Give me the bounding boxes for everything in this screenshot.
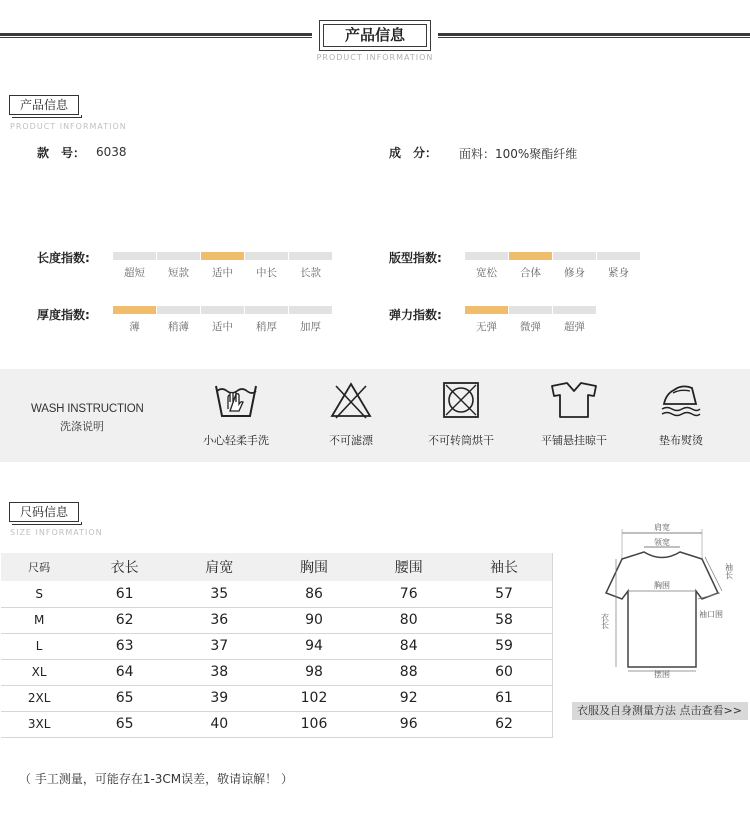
measurement-note: （ 手工测量，可能存在1-3CM误差，敬请谅解！ ） <box>19 772 293 786</box>
wash-item-label: 垫布熨烫 <box>659 434 703 447</box>
size-table-header <box>1 553 553 581</box>
fit-scale-bar <box>553 252 596 260</box>
waist-cell: 88 <box>361 659 456 685</box>
fit-index-label: 版型指数: <box>389 251 442 265</box>
chest-cell: 98 <box>267 659 362 685</box>
elasticity-scale-option <box>465 306 508 334</box>
banner-subtitle: PRODUCT INFORMATION <box>316 53 434 62</box>
composition-label: 成 分： <box>389 146 438 160</box>
product-section-subtitle: PRODUCT INFORMATION <box>10 122 127 131</box>
length-scale-bar <box>113 252 156 260</box>
header-shoulder: 肩宽 <box>172 553 267 581</box>
length-scale-option <box>201 252 244 280</box>
fit-scale-bar <box>465 252 508 260</box>
length-cell: 61 <box>77 581 172 607</box>
fit-scale-label: 修身 <box>564 267 585 279</box>
length-index-label: 长度指数: <box>37 251 90 265</box>
size-section-subtitle: SIZE INFORMATION <box>10 528 103 537</box>
table-row <box>1 711 553 737</box>
chest-cell: 106 <box>267 711 362 737</box>
length-scale-option <box>245 252 288 280</box>
diagram-length-label: 衣长 <box>600 613 610 629</box>
thickness-scale-bar <box>113 306 156 314</box>
wash-item-hand-wash <box>186 380 286 448</box>
length-index-scale <box>113 252 332 280</box>
wash-item-iron <box>631 380 731 448</box>
wash-item-no-bleach <box>301 380 401 448</box>
elasticity-scale-bar <box>509 306 552 314</box>
length-cell: 62 <box>77 607 172 633</box>
sleeve-cell: 58 <box>456 607 552 633</box>
product-section-title: 产品信息 <box>9 95 79 115</box>
elasticity-scale-label: 超弹 <box>564 321 585 333</box>
sleeve-cell: 60 <box>456 659 552 685</box>
sleeve-cell: 62 <box>456 711 552 737</box>
length-scale-label: 超短 <box>124 267 145 279</box>
elasticity-scale-label: 微弹 <box>520 321 541 333</box>
no-bleach-icon <box>328 380 374 420</box>
wash-title-en: WASH INSTRUCTION <box>31 403 144 415</box>
elasticity-scale-option <box>553 306 596 334</box>
thickness-scale-label: 稍厚 <box>256 321 277 333</box>
size-cell: L <box>1 633 77 659</box>
elasticity-index-label: 弹力指数: <box>389 308 442 322</box>
thickness-scale-bar <box>289 306 332 314</box>
chest-cell: 86 <box>267 581 362 607</box>
measure-method-link[interactable]: 衣服及自身测量方法 点击查看>> <box>572 702 748 720</box>
size-cell: S <box>1 581 77 607</box>
shoulder-cell: 38 <box>172 659 267 685</box>
style-number-value: 6038 <box>96 145 127 159</box>
length-cell: 65 <box>77 685 172 711</box>
wash-item-flat-hang-dry <box>524 380 624 448</box>
waist-cell: 80 <box>361 607 456 633</box>
sleeve-cell: 59 <box>456 633 552 659</box>
header-sleeve: 袖长 <box>456 553 552 581</box>
thickness-scale-label: 薄 <box>129 321 140 333</box>
length-scale-label: 长款 <box>300 267 321 279</box>
fit-scale-label: 宽松 <box>476 267 497 279</box>
wash-title-zh: 洗涤说明 <box>60 420 104 433</box>
flat-hang-dry-icon <box>548 380 600 420</box>
size-table <box>1 553 553 738</box>
thickness-scale-label: 加厚 <box>300 321 321 333</box>
table-row <box>1 581 553 607</box>
fit-scale-option <box>553 252 596 280</box>
banner-title-box <box>319 20 431 51</box>
elasticity-index-scale <box>465 306 596 334</box>
shoulder-cell: 40 <box>172 711 267 737</box>
iron-with-cloth-icon <box>658 380 704 420</box>
diagram-cuff-label: 袖口围 <box>699 610 723 619</box>
fit-index-scale <box>465 252 640 280</box>
header-length: 衣长 <box>77 553 172 581</box>
length-cell: 63 <box>77 633 172 659</box>
table-row <box>1 633 553 659</box>
thickness-scale-option <box>201 306 244 334</box>
style-number-label: 款 号： <box>37 146 86 160</box>
length-scale-bar <box>201 252 244 260</box>
sleeve-cell: 61 <box>456 685 552 711</box>
no-tumble-dry-icon <box>438 380 484 420</box>
waist-cell: 92 <box>361 685 456 711</box>
fit-scale-option <box>509 252 552 280</box>
elasticity-scale-bar <box>465 306 508 314</box>
header-chest: 胸围 <box>267 553 362 581</box>
size-cell: 2XL <box>1 685 77 711</box>
thickness-scale-label: 适中 <box>212 321 233 333</box>
wash-item-label: 小心轻柔手洗 <box>203 434 269 447</box>
table-row <box>1 685 553 711</box>
thickness-scale-bar <box>201 306 244 314</box>
length-scale-bar <box>157 252 200 260</box>
banner-rule-left <box>0 33 312 38</box>
length-scale-option <box>113 252 156 280</box>
fit-scale-label: 紧身 <box>608 267 629 279</box>
chest-cell: 102 <box>267 685 362 711</box>
elasticity-scale-bar <box>553 306 596 314</box>
wash-item-no-tumble-dry <box>411 380 511 448</box>
tshirt-measure-diagram <box>598 519 748 679</box>
chest-cell: 94 <box>267 633 362 659</box>
shoulder-cell: 35 <box>172 581 267 607</box>
header-waist: 腰围 <box>361 553 456 581</box>
thickness-index-scale <box>113 306 332 334</box>
wash-item-label: 不可转筒烘干 <box>428 434 494 447</box>
thickness-scale-bar <box>245 306 288 314</box>
shoulder-cell: 39 <box>172 685 267 711</box>
length-scale-option <box>157 252 200 280</box>
fit-scale-option <box>465 252 508 280</box>
size-cell: 3XL <box>1 711 77 737</box>
length-scale-bar <box>289 252 332 260</box>
thickness-scale-option <box>289 306 332 334</box>
banner-title: 产品信息 <box>323 24 427 47</box>
length-cell: 64 <box>77 659 172 685</box>
length-cell: 65 <box>77 711 172 737</box>
shoulder-cell: 37 <box>172 633 267 659</box>
fit-scale-option <box>597 252 640 280</box>
wash-item-label: 不可滤漂 <box>329 434 373 447</box>
hand-wash-icon <box>213 380 259 420</box>
waist-cell: 76 <box>361 581 456 607</box>
diagram-hem-label: 摆围 <box>654 670 670 679</box>
size-section-title: 尺码信息 <box>9 502 79 522</box>
thickness-index-label: 厚度指数: <box>37 308 90 322</box>
wash-item-label: 平铺悬挂晾干 <box>541 434 607 447</box>
thickness-scale-label: 稍薄 <box>168 321 189 333</box>
diagram-shoulder-label: 肩宽 <box>654 523 670 532</box>
fit-scale-bar <box>509 252 552 260</box>
length-scale-option <box>289 252 332 280</box>
length-scale-bar <box>245 252 288 260</box>
waist-cell: 96 <box>361 711 456 737</box>
length-scale-label: 短款 <box>168 267 189 279</box>
fit-scale-label: 合体 <box>520 267 541 279</box>
size-cell: M <box>1 607 77 633</box>
chest-cell: 90 <box>267 607 362 633</box>
elasticity-scale-label: 无弹 <box>476 321 497 333</box>
header-size: 尺码 <box>1 553 77 581</box>
shoulder-cell: 36 <box>172 607 267 633</box>
length-scale-label: 中长 <box>256 267 277 279</box>
table-row <box>1 659 553 685</box>
table-row <box>1 607 553 633</box>
diagram-chest-label: 胸围 <box>654 581 670 590</box>
length-scale-label: 适中 <box>212 267 233 279</box>
banner-rule-right <box>438 33 750 38</box>
thickness-scale-option <box>245 306 288 334</box>
thickness-scale-option <box>157 306 200 334</box>
thickness-scale-bar <box>157 306 200 314</box>
diagram-collar-label: 领宽 <box>654 538 670 547</box>
sleeve-cell: 57 <box>456 581 552 607</box>
diagram-sleeve-label: 袖长 <box>724 563 734 579</box>
composition-value: 面料：100%聚酯纤维 <box>459 147 578 161</box>
waist-cell: 84 <box>361 633 456 659</box>
thickness-scale-option <box>113 306 156 334</box>
fit-scale-bar <box>597 252 640 260</box>
elasticity-scale-option <box>509 306 552 334</box>
size-cell: XL <box>1 659 77 685</box>
